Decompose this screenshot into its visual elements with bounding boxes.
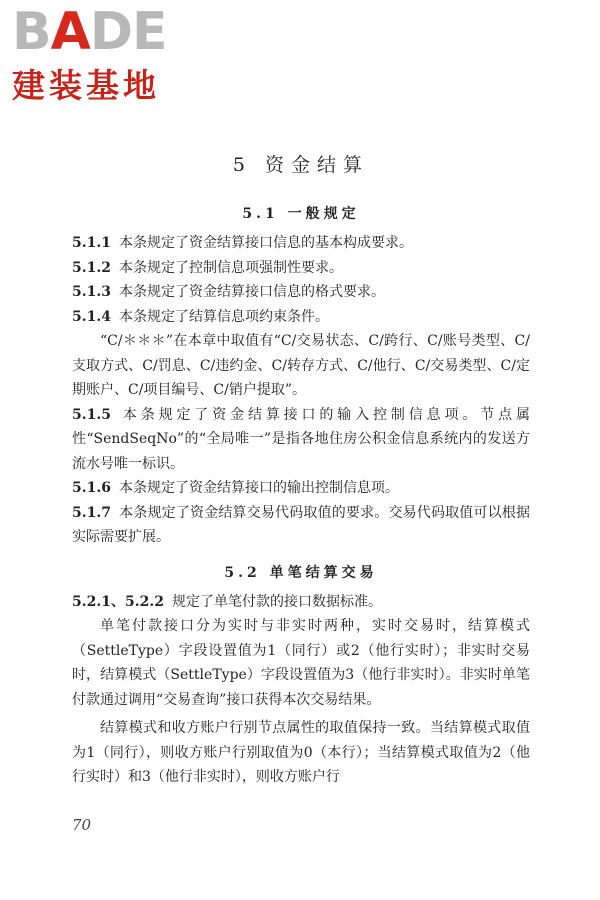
section-title-5-2: 5.2 单笔结算交易 [224, 564, 378, 581]
clause-number: 5.1.1 [72, 235, 111, 251]
clause-5-1-7 [72, 501, 530, 550]
clause-5-1-1 [72, 231, 530, 256]
clause-5-2-1-para-1: 单笔付款接口分为实时与非实时两种，实时交易时，结算模式（SettleType）字段设置值为1（同行）或2（他行实时）；非实时交易时，结算模式（SettleType）字段设置值为3（他行非实时）。非实时单笔付款通过调用“交易查询”接口获得本次交易结果。 [72, 618, 530, 708]
clause-5-2-1-para-2: 结算模式和收方账户行别节点属性的取值保持一致。当结算模式取值为1（同行），则收方账户行别取值为0（本行）；当结算模式取值为2（他行实时）和3（他行非实时），则收方账户行 [72, 720, 530, 785]
publisher-logo [12, 2, 182, 107]
clause-number: 5.1.6 [72, 480, 111, 496]
clause-5-1-6 [72, 476, 530, 501]
clause-number: 5.1.7 [72, 504, 111, 521]
clause-5-1-4-note: “C/＊＊＊”在本章中取值有“C/交易状态、C/跨行、C/账号类型、C/支取方式、C/罚息、C/违约金、C/转存方式、C/他行、C/交易类型、C/定期账户、C/项目编号、C/销户提取”。 [72, 333, 530, 398]
clause-text: 本条规定了资金结算交易代码取值的要求。交易代码取值可以根据实际需要扩展。 [72, 504, 530, 545]
clause-number: 5.1.4 [72, 308, 111, 325]
clause-number: 5.2.1、5.2.2 [72, 593, 164, 610]
clause-number: 5.1.3 [72, 284, 111, 300]
clause-5-1-2 [72, 256, 530, 281]
clause-text: 本条规定了结算信息项约束条件。 [118, 308, 329, 325]
clause-5-1-5 [72, 403, 530, 477]
section-title-5-1: 5.1 一般规定 [242, 206, 360, 222]
page-body [72, 140, 530, 790]
clause-number: 5.1.5 [72, 406, 111, 423]
logo-chinese: 建装基地 [12, 66, 160, 105]
logo-letter: B [12, 2, 51, 62]
clause-text: 本条规定了资金结算接口信息的格式要求。 [118, 284, 385, 300]
logo-wordmark [12, 2, 182, 62]
clause-text: 规定了单笔付款的接口数据标准。 [171, 593, 382, 610]
clause-number: 5.1.2 [72, 259, 111, 276]
logo-letter-accent: A [50, 2, 90, 62]
clause-5-1-3 [72, 280, 530, 305]
clause-text: 本条规定了资金结算接口信息的基本构成要求。 [118, 235, 413, 251]
clause-text: 本条规定了资金结算接口的输入控制信息项。节点属性“SendSeqNo”的“全局唯一”是指各地住房公积金信息系统内的发送方流水号唯一标识。 [72, 406, 530, 472]
chapter-title: 5 资金结算 [232, 154, 370, 176]
logo-letters: DE [89, 2, 167, 62]
clause-5-1-4 [72, 305, 530, 330]
page-number: 70 [72, 816, 92, 834]
clause-text: 本条规定了资金结算接口的输出控制信息项。 [118, 480, 399, 496]
clause-5-2-1 [72, 590, 530, 615]
clause-text: 本条规定了控制信息项强制性要求。 [118, 259, 343, 276]
